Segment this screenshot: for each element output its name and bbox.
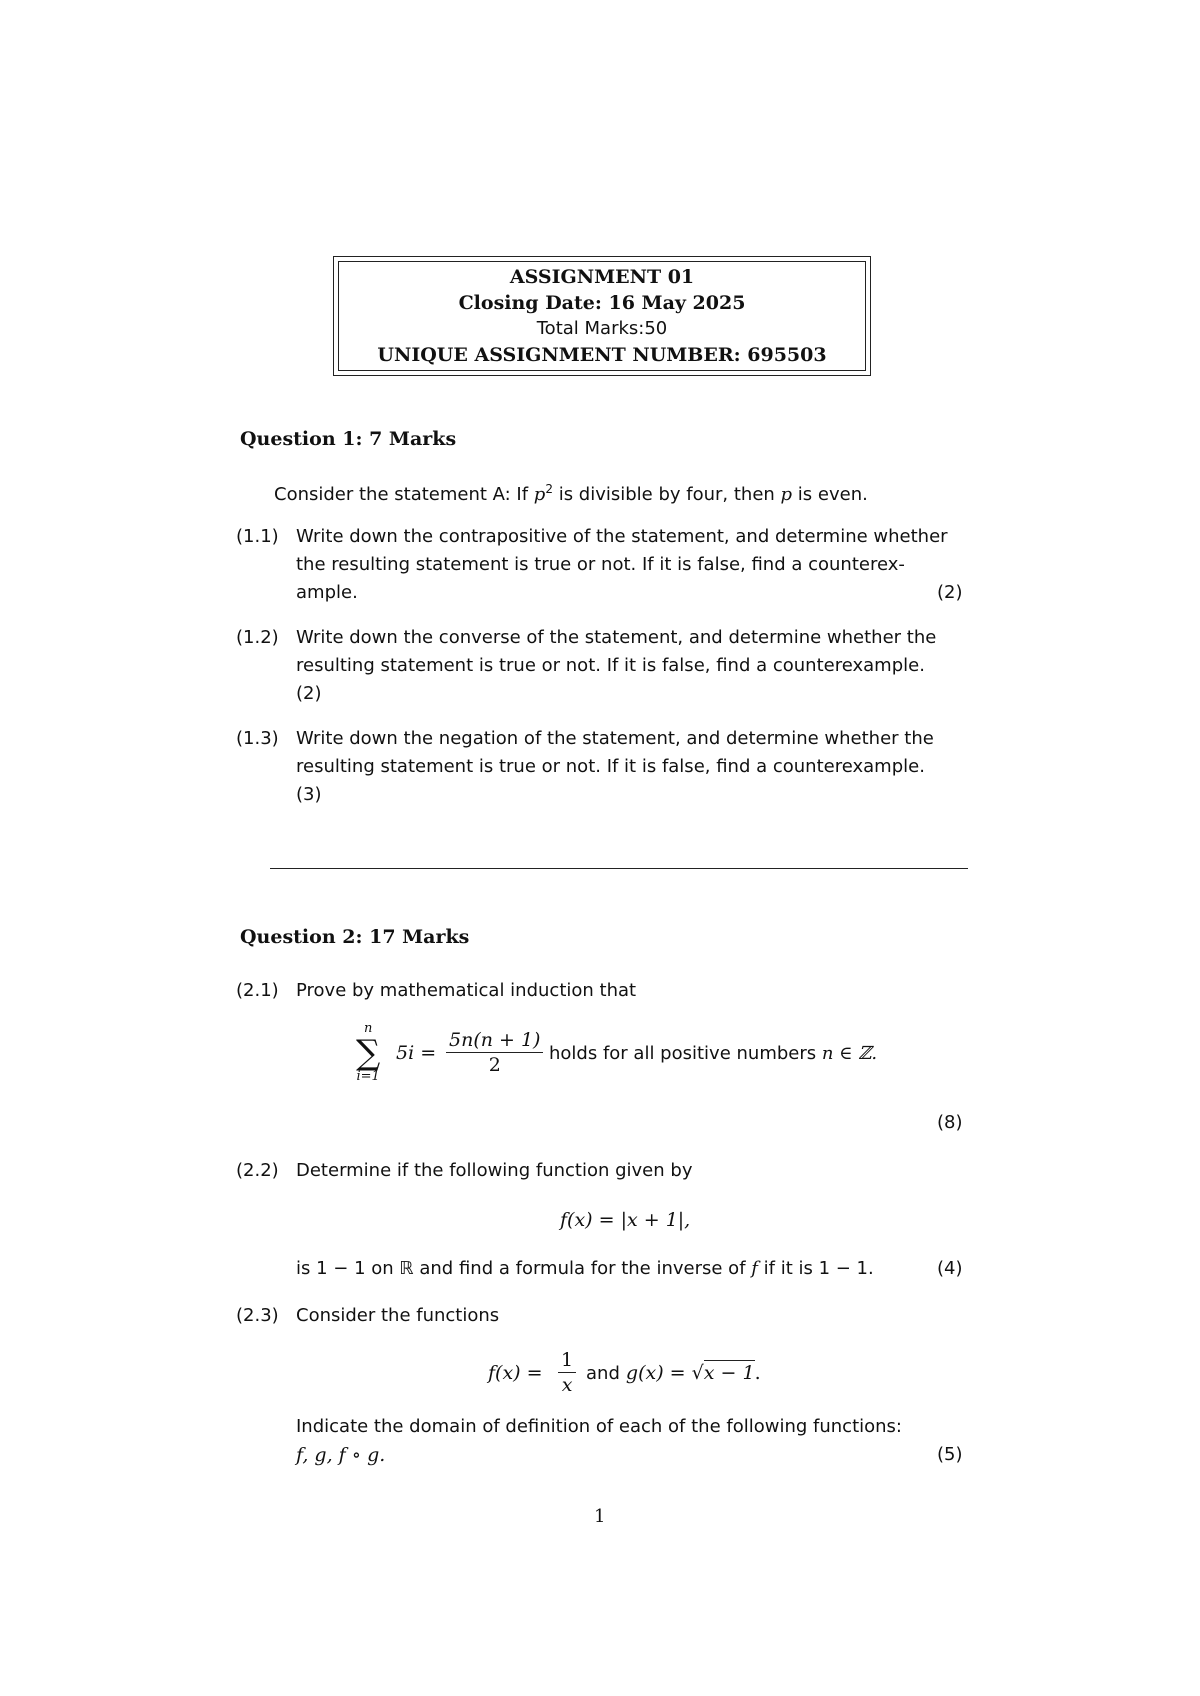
- q1-statement: [274, 482, 868, 505]
- q2-1-tail-var: n ∈ ℤ.: [821, 1043, 878, 1064]
- total-marks: Total Marks:50: [536, 318, 668, 339]
- q1-3-line2: resulting statement is true or not. If it is false, find a counterexample.: [296, 756, 925, 777]
- q1-statement-p: p: [533, 484, 546, 505]
- q1-3-marks: (3): [296, 784, 322, 805]
- sum-term: 5i =: [396, 1042, 437, 1064]
- q2-2-label: (2.2): [236, 1160, 279, 1181]
- fraction-numerator: 5n(n + 1): [446, 1028, 543, 1053]
- f-denominator: x: [561, 1374, 573, 1396]
- q2-1-marks: (8): [937, 1112, 963, 1133]
- q2-3-marks: (5): [937, 1444, 963, 1465]
- assignment-header-inner: [338, 261, 866, 371]
- q2-2-formula: f(x) = |x + 1|,: [560, 1209, 691, 1231]
- question-2-heading: Question 2: 17 Marks: [240, 926, 470, 948]
- f-numerator: 1: [558, 1348, 576, 1373]
- q1-2-label: (1.2): [236, 627, 279, 648]
- g-lhs: g(x) =: [625, 1362, 686, 1384]
- sum-upper-limit: n: [363, 1021, 373, 1036]
- q2-3-text: Consider the functions: [296, 1305, 500, 1326]
- q1-2-marks: (2): [296, 683, 322, 704]
- q1-1-line1: Write down the contrapositive of the statement, and determine whether: [296, 526, 948, 547]
- q2-2-text: Determine if the following function given by: [296, 1160, 693, 1181]
- sum-lower-limit: i=1: [356, 1069, 380, 1084]
- q2-3-line1: Indicate the domain of definition of each of the following functions:: [296, 1416, 902, 1437]
- q2-3-label: (2.3): [236, 1305, 279, 1326]
- q2-3-g-formula: [586, 1362, 761, 1384]
- q2-2-marks: (4): [937, 1258, 963, 1279]
- q1-3-line1: Write down the negation of the statement, and determine whether the: [296, 728, 934, 749]
- q1-statement-exponent: 2: [545, 482, 553, 496]
- q1-1-marks: (2): [937, 582, 963, 603]
- q1-1-line2: the resulting statement is true or not. If it is false, find a counterex-: [296, 554, 905, 575]
- sigma-symbol: ∑: [356, 1033, 381, 1073]
- q2-2-line-var: f: [751, 1258, 758, 1279]
- unique-assignment-number: UNIQUE ASSIGNMENT NUMBER: 695503: [377, 344, 827, 366]
- fraction-denominator: 2: [488, 1054, 501, 1076]
- q1-2-line1: Write down the converse of the statement, and determine whether the: [296, 627, 937, 648]
- q1-statement-suffix: is even.: [792, 484, 868, 505]
- q2-1-text: Prove by mathematical induction that: [296, 980, 637, 1001]
- q1-2-line2: resulting statement is true or not. If it is false, find a counterexample.: [296, 655, 925, 676]
- assignment-title: ASSIGNMENT 01: [509, 266, 695, 288]
- q2-1-summation: [356, 1022, 380, 1084]
- page-number: 1: [594, 1506, 606, 1527]
- q1-statement-p2: p: [780, 484, 793, 505]
- g-radicand: x − 1: [703, 1362, 755, 1384]
- q2-1-formula: [396, 1042, 436, 1064]
- q1-1-label: (1.1): [236, 526, 279, 547]
- q2-3-formula: [488, 1362, 543, 1384]
- f-lhs: f(x) =: [488, 1362, 543, 1384]
- q2-2-line-end: if it is 1 − 1.: [757, 1258, 874, 1279]
- q2-2-line-text: is 1 − 1 on ℝ and find a formula for the inverse of: [296, 1258, 752, 1279]
- q2-3-line2: f, g, f ∘ g.: [296, 1444, 386, 1466]
- g-end: .: [754, 1362, 761, 1384]
- q2-3-f-fraction: [558, 1348, 576, 1397]
- q1-1-line3: ample.: [296, 582, 358, 603]
- q2-1-tail-text: holds for all positive numbers: [549, 1043, 822, 1064]
- q1-statement-mid: is divisible by four, then: [552, 484, 781, 505]
- q2-1-label: (2.1): [236, 980, 279, 1001]
- q1-statement-prefix: Consider the statement A: If: [274, 484, 534, 505]
- q1-3-label: (1.3): [236, 728, 279, 749]
- sqrt-symbol: √: [691, 1362, 704, 1384]
- closing-date: Closing Date: 16 May 2025: [458, 292, 746, 314]
- question-1-heading: Question 1: 7 Marks: [240, 428, 457, 450]
- section-divider: [270, 868, 968, 869]
- and-word: and: [586, 1363, 620, 1384]
- q2-1-tail: [549, 1043, 877, 1064]
- q2-1-fraction: [446, 1028, 543, 1077]
- q2-2-line: [296, 1258, 874, 1279]
- assignment-header-box: [333, 256, 871, 376]
